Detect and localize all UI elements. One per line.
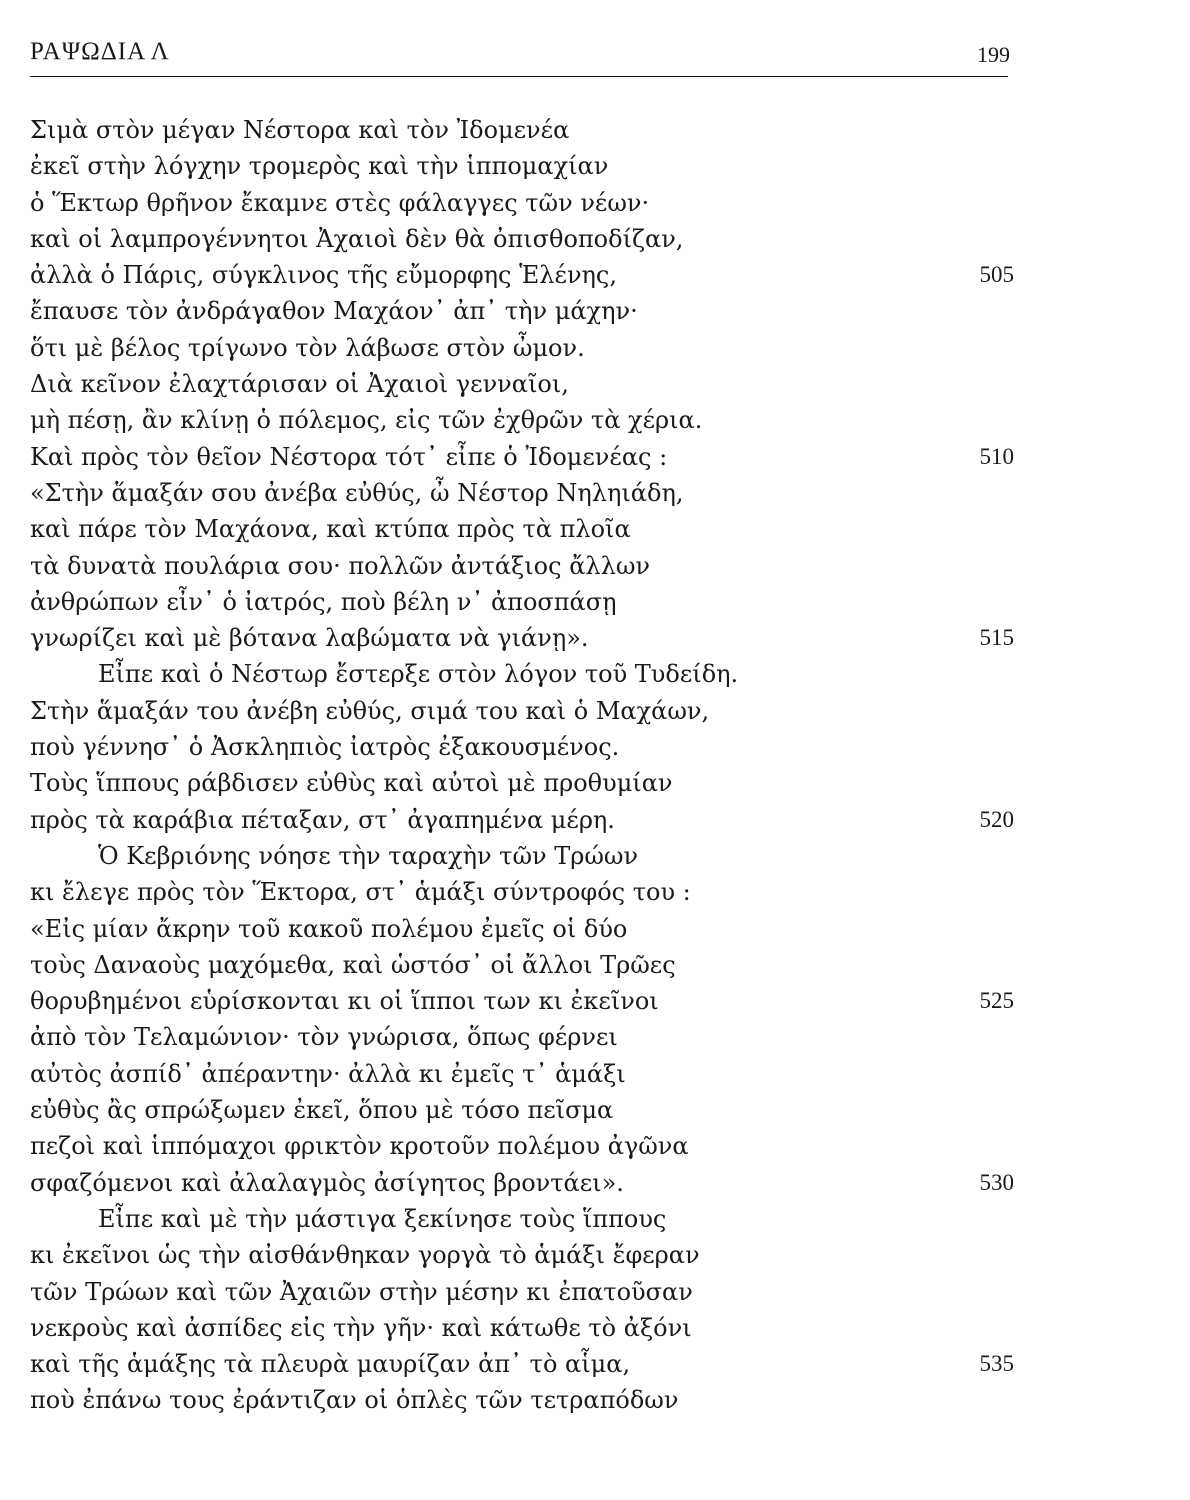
verse-line [30, 112, 1020, 148]
verse-text: ἐκεῖ στὴν λόγχην τρομερὸς καὶ τὴν ἱππομαχίαν [30, 152, 609, 181]
line-number: 515 [979, 625, 1014, 651]
verse-line [30, 765, 1020, 801]
header-rule [30, 76, 1008, 77]
verse-text: Διὰ κεῖνον ἐλαχτάρισαν οἱ Ἀχαιοὶ γενναῖοι, [30, 370, 569, 399]
verse-text: Ὁ Κεβριόνης νόησε τὴν ταραχὴν τῶν Τρώων [98, 841, 639, 870]
verse-line [30, 1346, 1020, 1382]
verse-line [30, 366, 1020, 402]
verse-line [30, 185, 1020, 221]
line-number: 510 [979, 443, 1014, 469]
verse-line [30, 1310, 1020, 1346]
verse-text: τὰ δυνατὰ πουλάρια σου· πολλῶν ἀντάξιος ἄλλων [30, 551, 650, 580]
verse-line [30, 439, 1020, 475]
verse-text: ἀλλὰ ὁ Πάρις, σύγκλινος τῆς εὔμορφης Ἑλένης, [30, 261, 617, 290]
page-number: 199 [977, 42, 1010, 67]
verse-line [30, 838, 1020, 874]
verse-line [30, 729, 1020, 765]
line-number: 525 [979, 988, 1014, 1014]
verse-line [30, 802, 1020, 838]
verse-text: καὶ οἱ λαμπρογέννητοι Ἀχαιοὶ δὲν θὰ ὀπισθοποδίζαν, [30, 224, 684, 253]
line-number: 505 [979, 262, 1014, 288]
verse-text: κι ἐκεῖνοι ὡς τὴν αἰσθάνθηκαν γοργὰ τὸ ἁμάξι ἔφεραν [30, 1241, 700, 1270]
verse-line [30, 1019, 1020, 1055]
verse-line [30, 1056, 1020, 1092]
verse-text: ἀνθρώπων εἶν᾽ ὁ ἰατρός, ποὺ βέλη ν᾽ ἀποσπάσῃ [30, 587, 617, 616]
verse-text: Εἶπε καὶ μὲ τὴν μάστιγα ξεκίνησε τοὺς ἵππους [98, 1204, 667, 1233]
verse-line [30, 548, 1020, 584]
verse-text: καὶ τῆς ἁμάξης τὰ πλευρὰ μαυρίζαν ἀπ᾽ τὸ αἷμα, [30, 1350, 631, 1379]
verse-text: ποὺ γέννησ᾽ ὁ Ἀσκληπιὸς ἰατρὸς ἐξακουσμένος. [30, 733, 620, 762]
verse-text: «Στὴν ἅμαξάν σου ἀνέβα εὐθύς, ὦ Νέστορ Νηληιάδη, [30, 478, 684, 507]
verse-line [30, 1237, 1020, 1273]
verse-text: «Εἰς μίαν ἄκρην τοῦ κακοῦ πολέμου ἐμεῖς οἱ δύο [30, 914, 628, 943]
verse-text: τοὺς Δαναοὺς μαχόμεθα, καὶ ὡστόσ᾽ οἱ ἄλλοι Τρῶες [30, 950, 676, 979]
verse-text: Καὶ πρὸς τὸν θεῖον Νέστορα τότ᾽ εἶπε ὁ Ἰδομενέας : [30, 442, 668, 471]
verse-text: πρὸς τὰ καράβια πέταξαν, στ᾽ ἀγαπημένα μέρη. [30, 805, 615, 834]
verse-text: καὶ πάρε τὸν Μαχάονα, καὶ κτύπα πρὸς τὰ πλοῖα [30, 515, 631, 544]
verse-text: ὁ Ἕκτωρ θρῆνον ἔκαμνε στὲς φάλαγγες τῶν νέων· [30, 188, 650, 217]
verse-text: σφαζόμενοι καὶ ἀλαλαγμὸς ἀσίγητος βροντάει». [30, 1168, 624, 1197]
verse-line [30, 257, 1020, 293]
verse-text: κι ἔλεγε πρὸς τὸν Ἕκτορα, στ᾽ ἁμάξι σύντροφός του : [30, 878, 691, 907]
verse-line [30, 1128, 1020, 1164]
verse-line [30, 1201, 1020, 1237]
verse-line [30, 475, 1020, 511]
line-number: 530 [979, 1169, 1014, 1195]
verse-text: Σιμὰ στὸν μέγαν Νέστορα καὶ τὸν Ἰδομενέα [30, 116, 570, 144]
verse-text: ὅτι μὲ βέλος τρίγωνο τὸν λάβωσε στὸν ὦμον. [30, 333, 585, 362]
verse-line [30, 293, 1020, 329]
verse-text: ἔπαυσε τὸν ἀνδράγαθον Μαχάον᾽ ἀπ᾽ τὴν μάχην· [30, 297, 638, 326]
verse-line [30, 511, 1020, 547]
verse-line [30, 874, 1020, 910]
verse-text: πεζοὶ καὶ ἱππόμαχοι φρικτὸν κροτοῦν πολέμου ἀγῶνα [30, 1132, 689, 1161]
verse-line [30, 148, 1020, 184]
verse-text: μὴ πέσῃ, ἂν κλίνῃ ὁ πόλεμος, εἰς τῶν ἐχθρῶν τὰ χέρια. [30, 406, 703, 435]
verse-text: εὐθὺς ἂς σπρώξωμεν ἐκεῖ, ὅπου μὲ τόσο πεῖσμα [30, 1096, 614, 1125]
verse-text: θορυβημένοι εὑρίσκονται κι οἱ ἵπποι των κι ἐκεῖνοι [30, 987, 659, 1016]
verse-text: γνωρίζει καὶ μὲ βότανα λαβώματα νὰ γιάνῃ». [30, 624, 589, 653]
line-number: 520 [979, 806, 1014, 832]
verse-block [30, 112, 1020, 1419]
verse-text: ποὺ ἐπάνω τους ἐράντιζαν οἱ ὁπλὲς τῶν τετραπόδων [30, 1386, 679, 1415]
verse-line [30, 584, 1020, 620]
verse-line [30, 983, 1020, 1019]
verse-line [30, 947, 1020, 983]
verse-line [30, 620, 1020, 656]
verse-line [30, 402, 1020, 438]
verse-line [30, 911, 1020, 947]
verse-text: Εἶπε καὶ ὁ Νέστωρ ἔστερξε στὸν λόγον τοῦ Τυδείδη. [98, 660, 739, 689]
verse-text: Στὴν ἅμαξάν του ἀνέβη εὐθύς, σιμά του καὶ ὁ Μαχάων, [30, 696, 710, 725]
verse-text: Τοὺς ἵππους ράβδισεν εὐθὺς καὶ αὐτοὶ μὲ προθυμίαν [30, 769, 673, 798]
verse-text: ἀπὸ τὸν Τελαμώνιον· τὸν γνώρισα, ὅπως φέρνει [30, 1023, 618, 1052]
chapter-title: ΡΑΨΩΔΙΑ Λ [30, 38, 170, 65]
verse-line [30, 693, 1020, 729]
line-number: 535 [979, 1351, 1014, 1377]
verse-line [30, 1382, 1020, 1418]
running-head [30, 38, 1010, 78]
verse-text: αὐτὸς ἀσπίδ᾽ ἀπέραντην· ἀλλὰ κι ἐμεῖς τ᾽ ἁμάξι [30, 1059, 626, 1088]
verse-text: νεκροὺς καὶ ἀσπίδες εἰς τὴν γῆν· καὶ κάτωθε τὸ ἀξόνι [30, 1313, 692, 1342]
verse-line [30, 330, 1020, 366]
verse-line [30, 1274, 1020, 1310]
verse-line [30, 1092, 1020, 1128]
verse-line [30, 221, 1020, 257]
verse-text: τῶν Τρώων καὶ τῶν Ἀχαιῶν στὴν μέσην κι ἐπατοῦσαν [30, 1277, 693, 1306]
verse-line [30, 1165, 1020, 1201]
verse-line [30, 656, 1020, 692]
